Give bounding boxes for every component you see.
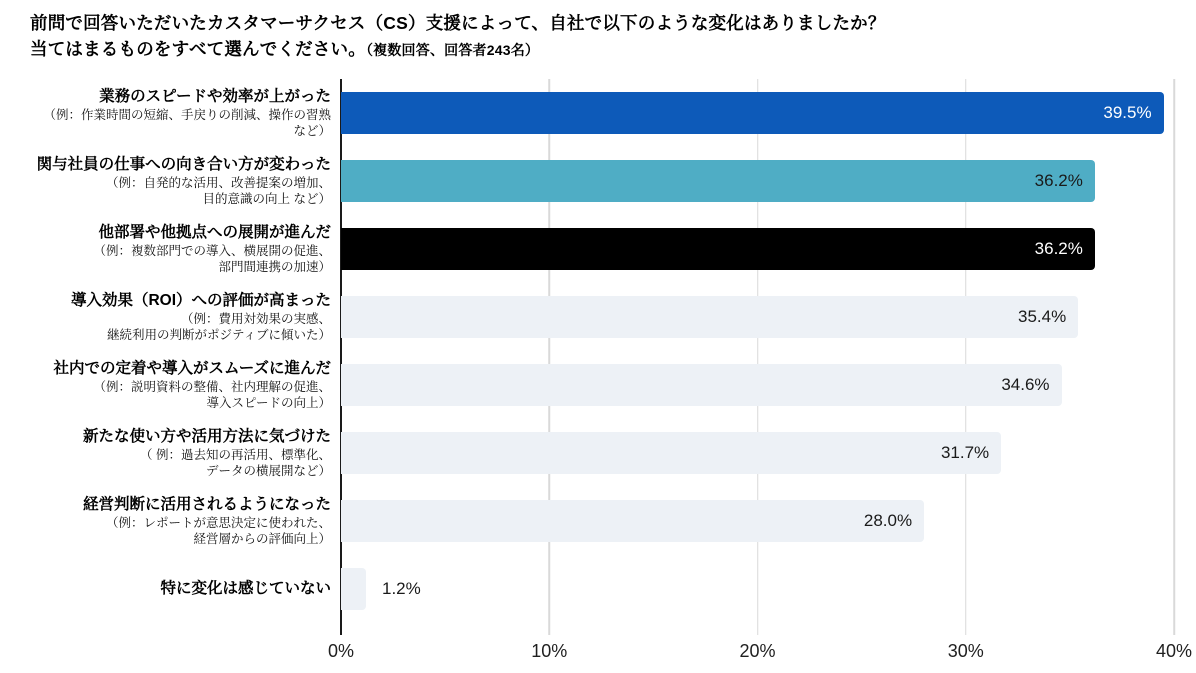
category-note xyxy=(0,379,331,411)
bar-value-label: 35.4% xyxy=(1018,307,1067,326)
bar xyxy=(341,432,1001,474)
bar-track xyxy=(341,228,1174,270)
category-label xyxy=(0,495,341,547)
bar xyxy=(341,500,924,542)
bar-value-label: 34.6% xyxy=(1001,375,1050,394)
x-tick-label: 10% xyxy=(531,641,568,661)
category-label xyxy=(0,155,341,207)
category-note xyxy=(0,447,331,479)
respondents-note: （複数回答、回答者243名） xyxy=(365,42,540,58)
chart-row xyxy=(0,79,1196,147)
category-main-label: 新たな使い方や活用方法に気づけた xyxy=(82,428,331,445)
bar xyxy=(341,92,1164,134)
category-note-line: （例：説明資料の整備、社内理解の促進、 xyxy=(93,380,331,394)
bar-value-label: 36.2% xyxy=(1034,171,1083,190)
chart-row xyxy=(0,555,1196,623)
category-note xyxy=(0,243,331,275)
x-tick-label: 40% xyxy=(1155,641,1193,661)
chart-row xyxy=(0,215,1196,283)
category-note-line: 継続利用の判断がポジティブに傾いた） xyxy=(106,328,331,342)
x-tick-label: 0% xyxy=(327,641,355,661)
bar-track xyxy=(341,296,1174,338)
bar-track xyxy=(341,432,1174,474)
bar-value-label: 39.5% xyxy=(1103,103,1152,122)
category-main-label: 業務のスピードや効率が上がった xyxy=(99,88,331,105)
chart-title-line1: 前問で回答いただいたカスタマーサクセス（CS）支援によって、自社で以下のような変化はありましたか？ xyxy=(30,13,886,33)
bar-value-label: 1.2% xyxy=(381,579,421,598)
category-label xyxy=(0,223,341,275)
bar xyxy=(341,568,366,610)
chart-title-line2 xyxy=(30,36,886,63)
chart-row xyxy=(0,487,1196,555)
bar-track xyxy=(341,160,1174,202)
category-main-label: 社内での定着や導入がスムーズに進んだ xyxy=(53,360,331,377)
bar-track xyxy=(341,500,1174,542)
category-note xyxy=(0,107,331,139)
bar xyxy=(341,364,1062,406)
category-note-line: 部門間連携の加速） xyxy=(218,260,331,274)
bar xyxy=(341,228,1095,270)
category-main-label: 経営判断に活用されるようになった xyxy=(82,496,331,513)
category-note-line: （例：複数部門での導入、横展開の促進、 xyxy=(93,244,331,258)
category-note-line: 導入スピードの向上） xyxy=(206,396,331,410)
category-note-line: 目的意識の向上 など） xyxy=(202,192,331,206)
bar-rows xyxy=(0,79,1196,623)
chart-title-line2-text: 当てはまるものをすべて選んでください。 xyxy=(30,39,366,59)
chart-row xyxy=(0,147,1196,215)
category-note-line: データの横展開など） xyxy=(205,464,331,478)
chart-row xyxy=(0,351,1196,419)
chart-row xyxy=(0,419,1196,487)
category-note xyxy=(0,175,331,207)
category-main-label: 他部署や他拠点への展開が進んだ xyxy=(98,224,331,241)
bar-track xyxy=(341,568,1174,610)
bar xyxy=(341,296,1078,338)
category-main-label: 関与社員の仕事への向き合い方が変わった xyxy=(36,156,331,173)
x-tick-label: 20% xyxy=(739,641,776,661)
category-label xyxy=(0,427,341,479)
bar-value-label: 36.2% xyxy=(1034,239,1083,258)
category-note-line: （例：作業時間の短縮、手戻りの削減、操作の習熟 xyxy=(43,108,331,122)
category-note xyxy=(0,311,331,343)
x-tick-label: 30% xyxy=(947,641,984,661)
category-note-line: （例：レポートが意思決定に使われた、 xyxy=(105,516,331,530)
bar-track xyxy=(341,364,1174,406)
x-axis xyxy=(327,641,1193,665)
category-note xyxy=(0,515,331,547)
bar-value-label: 31.7% xyxy=(940,443,990,462)
category-note-line: （ 例：過去知の再活用、標準化、 xyxy=(140,448,331,462)
category-note-line: （例：自発的な活用、改善提案の増加、 xyxy=(105,176,331,190)
category-main-label: 導入効果（ROI）への評価が高まった xyxy=(70,292,331,309)
bar-value-label: 28.0% xyxy=(863,511,913,530)
category-label xyxy=(0,87,341,139)
bar-track xyxy=(341,92,1174,134)
category-label xyxy=(0,359,341,411)
category-main-label: 特に変化は感じていない xyxy=(160,580,331,597)
category-note-line: 経営層からの評価向上） xyxy=(193,532,331,546)
bar xyxy=(341,160,1095,202)
chart-row xyxy=(0,283,1196,351)
category-label xyxy=(0,579,341,599)
category-label xyxy=(0,291,341,343)
category-note-line: など） xyxy=(293,124,331,138)
category-note-line: （例：費用対効果の実感、 xyxy=(180,312,331,326)
chart-title xyxy=(30,10,886,63)
